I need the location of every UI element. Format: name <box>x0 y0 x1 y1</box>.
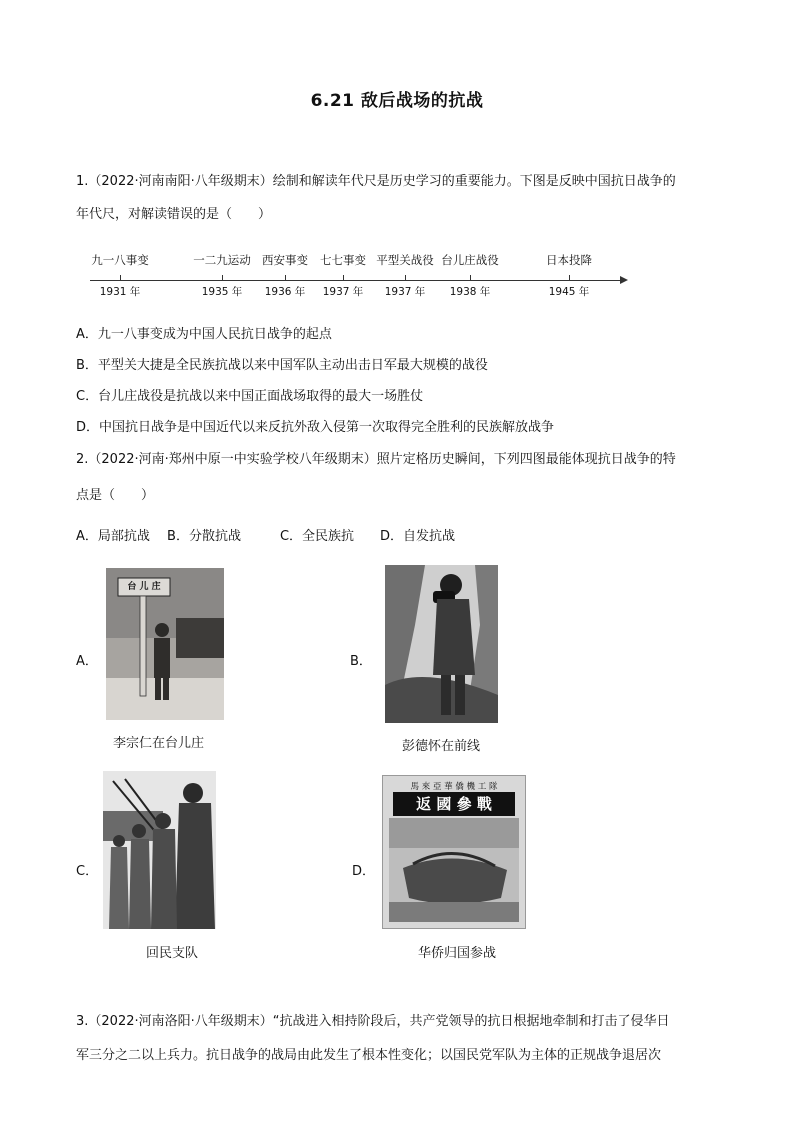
photo-d-header-big: 返 國 參 戰 <box>393 792 515 816</box>
timeline-event: 九一八事变 <box>91 253 149 267</box>
question-1-option-c: C．台儿庄战役是抗战以来中国正面战场取得的最大一场胜仗 <box>76 389 424 404</box>
question-2-stem-cont: 点是（ ） <box>76 488 155 503</box>
timeline-tick <box>120 275 121 281</box>
timeline-event: 一二九运动 <box>193 253 251 267</box>
timeline-axis <box>90 280 623 281</box>
photo-a-sign: 台 儿 庄 <box>127 582 161 592</box>
timeline-year: 1938 年 <box>449 286 491 298</box>
timeline-event: 西安事变 <box>262 253 308 267</box>
timeline-tick <box>569 275 570 281</box>
photo-d-image <box>382 775 526 929</box>
timeline-tick <box>285 275 286 281</box>
photo-b-caption: 彭德怀在前线 <box>402 739 481 754</box>
photo-d-caption: 华侨归国参战 <box>418 946 497 961</box>
question-1-stem: 1.（2022·河南南阳·八年级期末）绘制和解读年代尺是历史学习的重要能力。下图是反映中国抗日战争的 <box>76 174 676 189</box>
timeline-year: 1935 年 <box>201 286 243 298</box>
photo-c-image <box>103 771 216 929</box>
photo-a-caption: 李宗仁在台儿庄 <box>113 736 205 751</box>
question-1-stem-cont: 年代尺，对解读错误的是（ ） <box>76 207 272 222</box>
photo-a-image <box>106 568 224 720</box>
timeline-arrow-icon <box>620 276 628 284</box>
timeline-year: 1937 年 <box>322 286 364 298</box>
timeline-tick <box>405 275 406 281</box>
timeline-tick <box>470 275 471 281</box>
timeline-chart <box>80 250 640 300</box>
question-2-options: A．局部抗战 B．分散抗战 C．全民族抗 D．自发抗战 <box>76 529 456 544</box>
photo-b-illustration <box>385 565 498 723</box>
timeline-year: 1936 年 <box>264 286 306 298</box>
photo-c-illustration <box>103 771 216 929</box>
timeline-year: 1937 年 <box>384 286 426 298</box>
question-1-option-b: B．平型关大捷是全民族抗战以来中国军队主动出击日军最大规模的战役 <box>76 358 488 373</box>
timeline-tick <box>343 275 344 281</box>
photo-d-letter: D． <box>352 864 376 879</box>
timeline-year: 1931 年 <box>99 286 141 298</box>
question-2-stem: 2.（2022·河南·郑州中原一中实验学校八年级期末）照片定格历史瞬间，下列四图最能体现抗日战争的特 <box>76 452 676 467</box>
question-3-stem: 3.（2022·河南洛阳·八年级期末）“抗战进入相持阶段后，共产党领导的抗日根据地牵制和打击了侵华日 <box>76 1014 670 1029</box>
timeline-event: 七七事变 <box>320 253 366 267</box>
question-1-option-a: A．九一八事变成为中国人民抗日战争的起点 <box>76 327 332 342</box>
photo-c-letter: C． <box>76 864 99 879</box>
question-3-stem-cont: 军三分之二以上兵力。抗日战争的战局由此发生了根本性变化；以国民党军队为主体的正规战争退居次 <box>76 1048 662 1063</box>
timeline-tick <box>222 275 223 281</box>
photo-b-letter: B． <box>350 654 372 669</box>
photo-d-header-small: 馬 來 亞 華 僑 機 工 隊 <box>410 782 498 792</box>
photo-a-letter: A． <box>76 654 98 669</box>
timeline-event: 平型关战役 <box>376 253 434 267</box>
photo-b-image <box>385 565 498 723</box>
timeline-event: 台儿庄战役 <box>441 253 499 267</box>
photo-c-caption: 回民支队 <box>146 946 199 961</box>
page-title: 6.21 敌后战场的抗战 <box>310 91 484 111</box>
question-1-option-d: D．中国抗日战争是中国近代以来反抗外敌入侵第一次取得完全胜利的民族解放战争 <box>76 420 555 435</box>
timeline-year: 1945 年 <box>548 286 590 298</box>
timeline-event: 日本投降 <box>546 253 592 267</box>
photo-d-illustration <box>383 818 525 928</box>
